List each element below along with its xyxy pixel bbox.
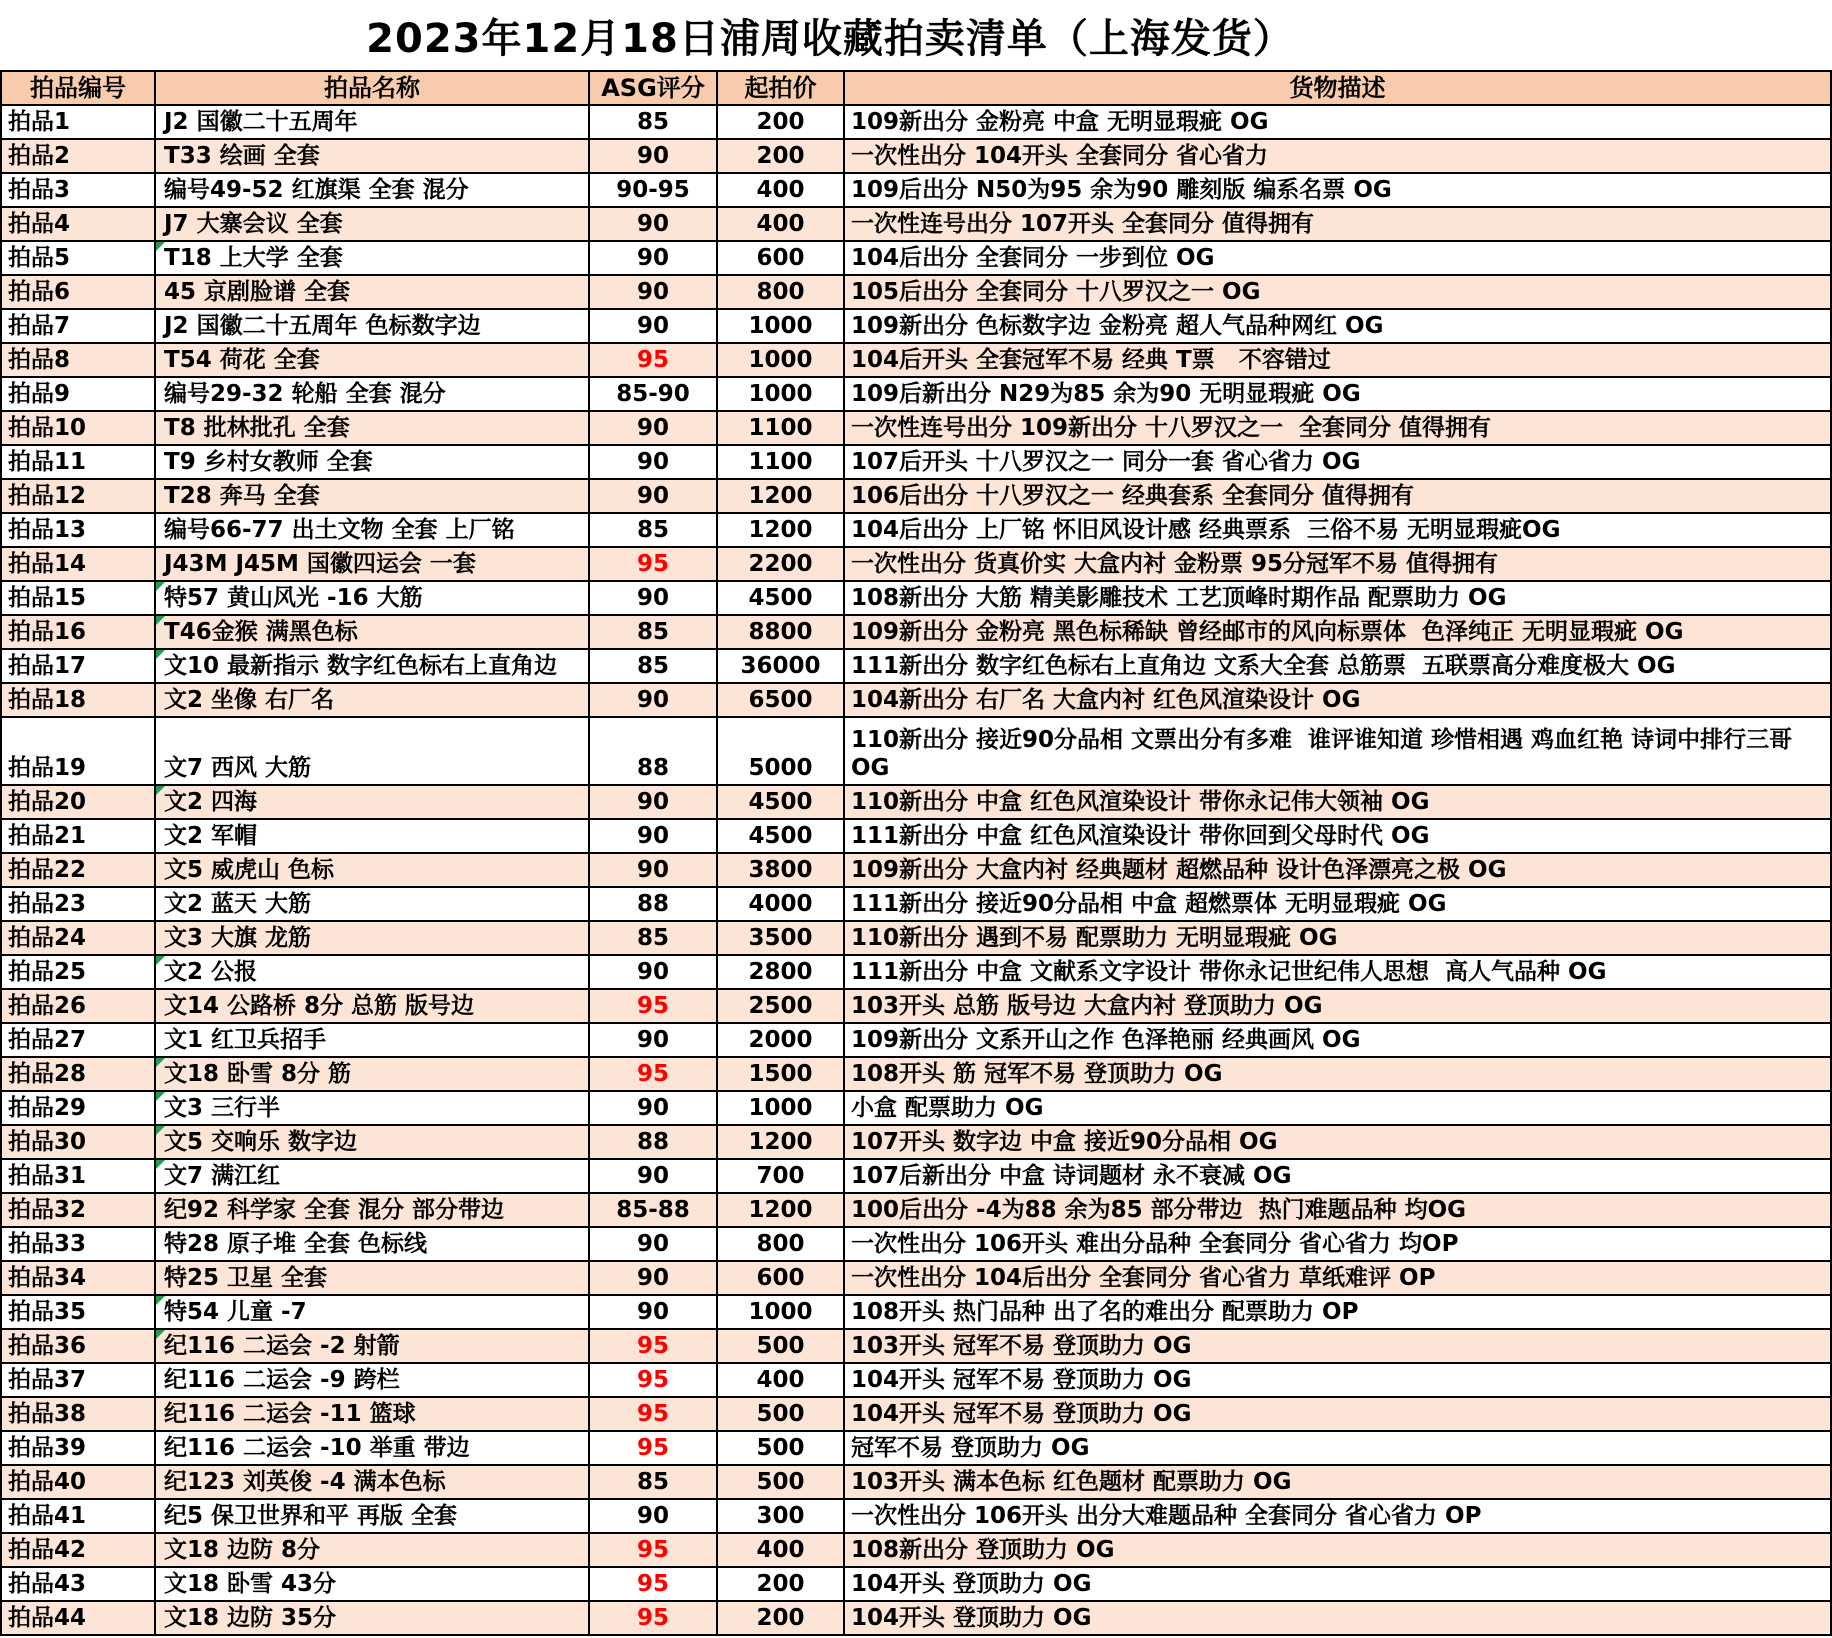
asg-score-cell: 90 — [590, 684, 718, 718]
lot-id-cell: 拍品6 — [2, 276, 156, 310]
lot-id-cell: 拍品18 — [2, 684, 156, 718]
lot-name-cell: 文5 交响乐 数字边 — [156, 1126, 590, 1160]
lot-name-cell: 文2 公报 — [156, 956, 590, 990]
lot-name-cell: T18 上大学 全套 — [156, 242, 590, 276]
price-cell: 3800 — [718, 854, 845, 888]
table-row — [2, 1194, 1832, 1228]
lot-name-cell: 纪116 二运会 -10 举重 带边 — [156, 1432, 590, 1466]
asg-score-cell: 95 — [590, 1058, 718, 1092]
price-cell: 1200 — [718, 480, 845, 514]
table-row — [2, 1296, 1832, 1330]
description-cell: 104开头 登顶助力 OG — [845, 1602, 1832, 1636]
asg-score-cell: 90 — [590, 1160, 718, 1194]
lot-id-cell: 拍品34 — [2, 1262, 156, 1296]
lot-id-cell: 拍品40 — [2, 1466, 156, 1500]
lot-name-cell: 文7 满江红 — [156, 1160, 590, 1194]
asg-score-cell: 90 — [590, 1296, 718, 1330]
table-row — [2, 378, 1832, 412]
asg-score-cell: 95 — [590, 1602, 718, 1636]
asg-score-cell: 95 — [590, 1364, 718, 1398]
lot-id-cell: 拍品9 — [2, 378, 156, 412]
asg-score-cell: 88 — [590, 718, 718, 786]
asg-score-cell: 90 — [590, 242, 718, 276]
table-row — [2, 310, 1832, 344]
lot-name-cell: 纪92 科学家 全套 混分 部分带边 — [156, 1194, 590, 1228]
table-row — [2, 1092, 1832, 1126]
description-cell: 104后出分 上厂铭 怀旧风设计感 经典票系 三俗不易 无明显瑕疵OG — [845, 514, 1832, 548]
description-cell: 冠军不易 登顶助力 OG — [845, 1432, 1832, 1466]
lot-id-cell: 拍品36 — [2, 1330, 156, 1364]
description-cell: 一次性出分 104开头 全套同分 省心省力 — [845, 140, 1832, 174]
table-row — [2, 140, 1832, 174]
price-cell: 500 — [718, 1398, 845, 1432]
description-cell: 104后出分 全套同分 一步到位 OG — [845, 242, 1832, 276]
asg-score-cell: 85 — [590, 650, 718, 684]
lot-id-cell: 拍品42 — [2, 1534, 156, 1568]
table-row — [2, 446, 1832, 480]
table-row — [2, 514, 1832, 548]
description-cell: 108开头 热门品种 出了名的难出分 配票助力 OP — [845, 1296, 1832, 1330]
table-row — [2, 786, 1832, 820]
lot-name-cell: 文1 红卫兵招手 — [156, 1024, 590, 1058]
asg-score-cell: 95 — [590, 1568, 718, 1602]
auction-table — [0, 70, 1832, 1636]
description-cell: 104新出分 右厂名 大盒内衬 红色风渲染设计 OG — [845, 684, 1832, 718]
lot-name-cell: 文2 蓝天 大筋 — [156, 888, 590, 922]
lot-name-cell: 编号66-77 出土文物 全套 上厂铭 — [156, 514, 590, 548]
description-cell: 104开头 登顶助力 OG — [845, 1568, 1832, 1602]
description-cell: 100后出分 -4为88 余为85 部分带边 热门难题品种 均OG — [845, 1194, 1832, 1228]
lot-name-cell: T33 绘画 全套 — [156, 140, 590, 174]
table-row — [2, 1432, 1832, 1466]
table-row — [2, 650, 1832, 684]
lot-name-cell: 纪5 保卫世界和平 再版 全套 — [156, 1500, 590, 1534]
table-row — [2, 412, 1832, 446]
description-cell: 109新出分 金粉亮 黑色标稀缺 曾经邮市的风向标票体 色泽纯正 无明显瑕疵 OG — [845, 616, 1832, 650]
lot-id-cell: 拍品25 — [2, 956, 156, 990]
lot-id-cell: 拍品30 — [2, 1126, 156, 1160]
asg-score-cell: 90 — [590, 1500, 718, 1534]
lot-name-cell: 文2 四海 — [156, 786, 590, 820]
lot-id-cell: 拍品2 — [2, 140, 156, 174]
asg-score-cell: 95 — [590, 1398, 718, 1432]
table-body — [2, 106, 1832, 1636]
description-cell: 110新出分 中盒 红色风渲染设计 带你永记伟大领袖 OG — [845, 786, 1832, 820]
lot-name-cell: 文18 边防 35分 — [156, 1602, 590, 1636]
asg-score-cell: 90 — [590, 786, 718, 820]
table-row — [2, 174, 1832, 208]
price-cell: 600 — [718, 1262, 845, 1296]
asg-score-cell: 90 — [590, 1262, 718, 1296]
asg-score-cell: 85-90 — [590, 378, 718, 412]
lot-id-cell: 拍品19 — [2, 718, 156, 786]
asg-score-cell: 85 — [590, 616, 718, 650]
green-corner-indicator-icon — [156, 582, 165, 591]
lot-id-cell: 拍品31 — [2, 1160, 156, 1194]
price-cell: 1100 — [718, 446, 845, 480]
lot-id-cell: 拍品33 — [2, 1228, 156, 1262]
table-row — [2, 1534, 1832, 1568]
table-header-row — [2, 72, 1832, 106]
green-corner-indicator-icon — [156, 616, 165, 625]
table-row — [2, 922, 1832, 956]
description-cell: 111新出分 数字红色标右上直角边 文系大全套 总筋票 五联票高分难度极大 OG — [845, 650, 1832, 684]
description-cell: 110新出分 遇到不易 配票助力 无明显瑕疵 OG — [845, 922, 1832, 956]
table-row — [2, 1160, 1832, 1194]
description-cell: 107后开头 十八罗汉之一 同分一套 省心省力 OG — [845, 446, 1832, 480]
lot-id-cell: 拍品8 — [2, 344, 156, 378]
description-cell: 107开头 数字边 中盒 接近90分品相 OG — [845, 1126, 1832, 1160]
price-cell: 1100 — [718, 412, 845, 446]
price-cell: 2800 — [718, 956, 845, 990]
price-cell: 4500 — [718, 820, 845, 854]
lot-id-cell: 拍品41 — [2, 1500, 156, 1534]
lot-name-cell: J43M J45M 国徽四运会 一套 — [156, 548, 590, 582]
price-cell: 400 — [718, 208, 845, 242]
description-cell: 107后新出分 中盒 诗词题材 永不衰减 OG — [845, 1160, 1832, 1194]
price-cell: 400 — [718, 174, 845, 208]
table-row — [2, 718, 1832, 786]
price-cell: 200 — [718, 1602, 845, 1636]
lot-id-cell: 拍品29 — [2, 1092, 156, 1126]
price-cell: 5000 — [718, 718, 845, 786]
lot-id-cell: 拍品26 — [2, 990, 156, 1024]
price-cell: 2500 — [718, 990, 845, 1024]
price-cell: 200 — [718, 140, 845, 174]
green-corner-indicator-icon — [156, 1296, 165, 1305]
asg-score-cell: 90 — [590, 1024, 718, 1058]
lot-name-cell: J7 大寨会议 全套 — [156, 208, 590, 242]
table-row — [2, 1568, 1832, 1602]
green-corner-indicator-icon — [156, 1058, 165, 1067]
lot-name-cell: 文7 西风 大筋 — [156, 718, 590, 786]
asg-score-cell: 85 — [590, 514, 718, 548]
table-row — [2, 208, 1832, 242]
lot-id-cell: 拍品1 — [2, 106, 156, 140]
lot-id-cell: 拍品3 — [2, 174, 156, 208]
lot-id-cell: 拍品32 — [2, 1194, 156, 1228]
lot-id-cell: 拍品23 — [2, 888, 156, 922]
asg-score-cell: 95 — [590, 344, 718, 378]
lot-id-cell: 拍品20 — [2, 786, 156, 820]
lot-name-cell: T9 乡村女教师 全套 — [156, 446, 590, 480]
price-cell: 4000 — [718, 888, 845, 922]
lot-name-cell: T54 荷花 全套 — [156, 344, 590, 378]
description-cell: 109新出分 金粉亮 中盒 无明显瑕疵 OG — [845, 106, 1832, 140]
table-row — [2, 1058, 1832, 1092]
description-cell: 103开头 总筋 版号边 大盒内衬 登顶助力 OG — [845, 990, 1832, 1024]
lot-id-cell: 拍品44 — [2, 1602, 156, 1636]
table-row — [2, 106, 1832, 140]
lot-id-cell: 拍品5 — [2, 242, 156, 276]
description-cell: 108开头 筋 冠军不易 登顶助力 OG — [845, 1058, 1832, 1092]
lot-id-cell: 拍品7 — [2, 310, 156, 344]
lot-id-cell: 拍品12 — [2, 480, 156, 514]
price-cell: 1200 — [718, 1194, 845, 1228]
asg-score-cell: 85 — [590, 106, 718, 140]
green-corner-indicator-icon — [156, 956, 165, 965]
asg-score-cell: 90 — [590, 140, 718, 174]
description-cell: 111新出分 中盒 红色风渲染设计 带你回到父母时代 OG — [845, 820, 1832, 854]
asg-score-cell: 90 — [590, 208, 718, 242]
lot-name-cell: J2 国徽二十五周年 色标数字边 — [156, 310, 590, 344]
asg-score-cell: 85 — [590, 922, 718, 956]
description-cell: 一次性连号出分 109新出分 十八罗汉之一 全套同分 值得拥有 — [845, 412, 1832, 446]
price-cell: 2000 — [718, 1024, 845, 1058]
price-cell: 2200 — [718, 548, 845, 582]
description-cell: 109新出分 文系开山之作 色泽艳丽 经典画风 OG — [845, 1024, 1832, 1058]
description-cell: 103开头 满本色标 红色题材 配票助力 OG — [845, 1466, 1832, 1500]
table-row — [2, 616, 1832, 650]
description-cell: 109新出分 色标数字边 金粉亮 超人气品种网红 OG — [845, 310, 1832, 344]
header-description: 货物描述 — [845, 72, 1832, 106]
lot-id-cell: 拍品11 — [2, 446, 156, 480]
table-row — [2, 1364, 1832, 1398]
asg-score-cell: 90-95 — [590, 174, 718, 208]
green-corner-indicator-icon — [156, 786, 165, 795]
table-row — [2, 888, 1832, 922]
price-cell: 1000 — [718, 310, 845, 344]
lot-name-cell: T28 奔马 全套 — [156, 480, 590, 514]
description-cell: 111新出分 接近90分品相 中盒 超燃票体 无明显瑕疵 OG — [845, 888, 1832, 922]
price-cell: 1200 — [718, 1126, 845, 1160]
description-cell: 104开头 冠军不易 登顶助力 OG — [845, 1398, 1832, 1432]
description-cell: 108新出分 大筋 精美影雕技术 工艺顶峰时期作品 配票助力 OG — [845, 582, 1832, 616]
price-cell: 500 — [718, 1466, 845, 1500]
price-cell: 4500 — [718, 582, 845, 616]
table-row — [2, 990, 1832, 1024]
header-lot-id: 拍品编号 — [2, 72, 156, 106]
green-corner-indicator-icon — [156, 1160, 165, 1169]
lot-id-cell: 拍品35 — [2, 1296, 156, 1330]
asg-score-cell: 95 — [590, 548, 718, 582]
asg-score-cell: 90 — [590, 446, 718, 480]
lot-id-cell: 拍品27 — [2, 1024, 156, 1058]
lot-name-cell: 文18 边防 8分 — [156, 1534, 590, 1568]
asg-score-cell: 95 — [590, 1432, 718, 1466]
table-row — [2, 1126, 1832, 1160]
price-cell: 1200 — [718, 514, 845, 548]
description-cell: 109后出分 N50为95 余为90 雕刻版 编系名票 OG — [845, 174, 1832, 208]
table-row — [2, 582, 1832, 616]
lot-name-cell: 纪116 二运会 -9 跨栏 — [156, 1364, 590, 1398]
green-corner-indicator-icon — [156, 1092, 165, 1101]
lot-id-cell: 拍品13 — [2, 514, 156, 548]
green-corner-indicator-icon — [156, 1330, 165, 1339]
asg-score-cell: 90 — [590, 480, 718, 514]
asg-score-cell: 88 — [590, 1126, 718, 1160]
table-row — [2, 1024, 1832, 1058]
lot-name-cell: 文2 军帽 — [156, 820, 590, 854]
lot-name-cell: 文18 卧雪 8分 筋 — [156, 1058, 590, 1092]
lot-name-cell: 纪116 二运会 -11 篮球 — [156, 1398, 590, 1432]
table-row — [2, 1500, 1832, 1534]
lot-id-cell: 拍品43 — [2, 1568, 156, 1602]
lot-id-cell: 拍品14 — [2, 548, 156, 582]
price-cell: 1000 — [718, 1296, 845, 1330]
table-row — [2, 242, 1832, 276]
price-cell: 500 — [718, 1432, 845, 1466]
lot-id-cell: 拍品21 — [2, 820, 156, 854]
lot-id-cell: 拍品16 — [2, 616, 156, 650]
asg-score-cell: 90 — [590, 310, 718, 344]
page-title: 2023年12月18日浦周收藏拍卖清单（上海发货） — [366, 15, 1294, 62]
lot-name-cell: 45 京剧脸谱 全套 — [156, 276, 590, 310]
price-cell: 800 — [718, 276, 845, 310]
price-cell: 400 — [718, 1364, 845, 1398]
lot-id-cell: 拍品28 — [2, 1058, 156, 1092]
header-lot-name: 拍品名称 — [156, 72, 590, 106]
asg-score-cell: 90 — [590, 1228, 718, 1262]
table-row — [2, 344, 1832, 378]
lot-name-cell: J2 国徽二十五周年 — [156, 106, 590, 140]
description-cell: 106后出分 十八罗汉之一 经典套系 全套同分 值得拥有 — [845, 480, 1832, 514]
table-row — [2, 276, 1832, 310]
price-cell: 6500 — [718, 684, 845, 718]
lot-id-cell: 拍品4 — [2, 208, 156, 242]
lot-name-cell: 纪123 刘英俊 -4 满本色标 — [156, 1466, 590, 1500]
lot-id-cell: 拍品15 — [2, 582, 156, 616]
lot-id-cell: 拍品10 — [2, 412, 156, 446]
price-cell: 36000 — [718, 650, 845, 684]
green-corner-indicator-icon — [156, 242, 165, 251]
description-cell: 一次性连号出分 107开头 全套同分 值得拥有 — [845, 208, 1832, 242]
lot-name-cell: T8 批林批孔 全套 — [156, 412, 590, 446]
asg-score-cell: 95 — [590, 1330, 718, 1364]
asg-score-cell: 85 — [590, 1466, 718, 1500]
green-corner-indicator-icon — [156, 1126, 165, 1135]
price-cell: 1000 — [718, 1092, 845, 1126]
asg-score-cell: 90 — [590, 276, 718, 310]
price-cell: 1000 — [718, 344, 845, 378]
asg-score-cell: 90 — [590, 854, 718, 888]
description-cell: 109后新出分 N29为85 余为90 无明显瑕疵 OG — [845, 378, 1832, 412]
description-cell: 104后开头 全套冠军不易 经典 T票 不容错过 — [845, 344, 1832, 378]
asg-score-cell: 95 — [590, 1534, 718, 1568]
lot-name-cell: 编号49-52 红旗渠 全套 混分 — [156, 174, 590, 208]
lot-name-cell: 纪116 二运会 -2 射箭 — [156, 1330, 590, 1364]
price-cell: 4500 — [718, 786, 845, 820]
price-cell: 600 — [718, 242, 845, 276]
price-cell: 8800 — [718, 616, 845, 650]
asg-score-cell: 90 — [590, 1092, 718, 1126]
price-cell: 200 — [718, 106, 845, 140]
asg-score-cell: 95 — [590, 990, 718, 1024]
description-cell: 一次性出分 106开头 出分大难题品种 全套同分 省心省力 OP — [845, 1500, 1832, 1534]
lot-name-cell: 特57 黄山风光 -16 大筋 — [156, 582, 590, 616]
description-cell: 109新出分 大盒内衬 经典题材 超燃品种 设计色泽漂亮之极 OG — [845, 854, 1832, 888]
description-cell: 一次性出分 106开头 难出分品种 全套同分 省心省力 均OP — [845, 1228, 1832, 1262]
table-row — [2, 548, 1832, 582]
table-row — [2, 1466, 1832, 1500]
description-cell: 105后出分 全套同分 十八罗汉之一 OG — [845, 276, 1832, 310]
table-row — [2, 854, 1832, 888]
table-row — [2, 1330, 1832, 1364]
price-cell: 1000 — [718, 378, 845, 412]
asg-score-cell: 90 — [590, 582, 718, 616]
lot-id-cell: 拍品22 — [2, 854, 156, 888]
lot-name-cell: 文3 三行半 — [156, 1092, 590, 1126]
header-start-price: 起拍价 — [718, 72, 845, 106]
lot-name-cell: 文14 公路桥 8分 总筋 版号边 — [156, 990, 590, 1024]
price-cell: 800 — [718, 1228, 845, 1262]
description-cell: 104开头 冠军不易 登顶助力 OG — [845, 1364, 1832, 1398]
description-cell: 一次性出分 104后出分 全套同分 省心省力 草纸难评 OP — [845, 1262, 1832, 1296]
lot-name-cell: 文10 最新指示 数字红色标右上直角边 — [156, 650, 590, 684]
table-row — [2, 1262, 1832, 1296]
lot-name-cell: 文2 坐像 右厂名 — [156, 684, 590, 718]
lot-name-cell: 文18 卧雪 43分 — [156, 1568, 590, 1602]
table-row — [2, 1398, 1832, 1432]
lot-name-cell: 文3 大旗 龙筋 — [156, 922, 590, 956]
lot-id-cell: 拍品17 — [2, 650, 156, 684]
lot-id-cell: 拍品39 — [2, 1432, 156, 1466]
table-row — [2, 684, 1832, 718]
table-row — [2, 956, 1832, 990]
table-row — [2, 1602, 1832, 1636]
description-cell: 小盒 配票助力 OG — [845, 1092, 1832, 1126]
lot-id-cell: 拍品37 — [2, 1364, 156, 1398]
header-asg-score: ASG评分 — [590, 72, 718, 106]
lot-name-cell: 特28 原子堆 全套 色标线 — [156, 1228, 590, 1262]
price-cell: 300 — [718, 1500, 845, 1534]
table-row — [2, 820, 1832, 854]
table-row — [2, 480, 1832, 514]
price-cell: 400 — [718, 1534, 845, 1568]
lot-name-cell: 文5 威虎山 色标 — [156, 854, 590, 888]
description-cell: 108新出分 登顶助力 OG — [845, 1534, 1832, 1568]
green-corner-indicator-icon — [156, 650, 165, 659]
price-cell: 200 — [718, 1568, 845, 1602]
asg-score-cell: 90 — [590, 820, 718, 854]
lot-name-cell: T46金猴 满黑色标 — [156, 616, 590, 650]
lot-name-cell: 特54 儿童 -7 — [156, 1296, 590, 1330]
description-cell: 110新出分 接近90分品相 文票出分有多难 谁评谁知道 珍惜相遇 鸡血红艳 诗词中排行三哥 OG — [845, 718, 1832, 786]
asg-score-cell: 85-88 — [590, 1194, 718, 1228]
description-cell: 一次性出分 货真价实 大盒内衬 金粉票 95分冠军不易 值得拥有 — [845, 548, 1832, 582]
lot-id-cell: 拍品24 — [2, 922, 156, 956]
lot-id-cell: 拍品38 — [2, 1398, 156, 1432]
description-cell: 111新出分 中盒 文献系文字设计 带你永记世纪伟人思想 高人气品种 OG — [845, 956, 1832, 990]
price-cell: 500 — [718, 1330, 845, 1364]
lot-name-cell: 特25 卫星 全套 — [156, 1262, 590, 1296]
asg-score-cell: 90 — [590, 412, 718, 446]
price-cell: 700 — [718, 1160, 845, 1194]
asg-score-cell: 88 — [590, 888, 718, 922]
asg-score-cell: 90 — [590, 956, 718, 990]
table-row — [2, 1228, 1832, 1262]
description-cell: 103开头 冠军不易 登顶助力 OG — [845, 1330, 1832, 1364]
price-cell: 3500 — [718, 922, 845, 956]
lot-name-cell: 编号29-32 轮船 全套 混分 — [156, 378, 590, 412]
price-cell: 1500 — [718, 1058, 845, 1092]
